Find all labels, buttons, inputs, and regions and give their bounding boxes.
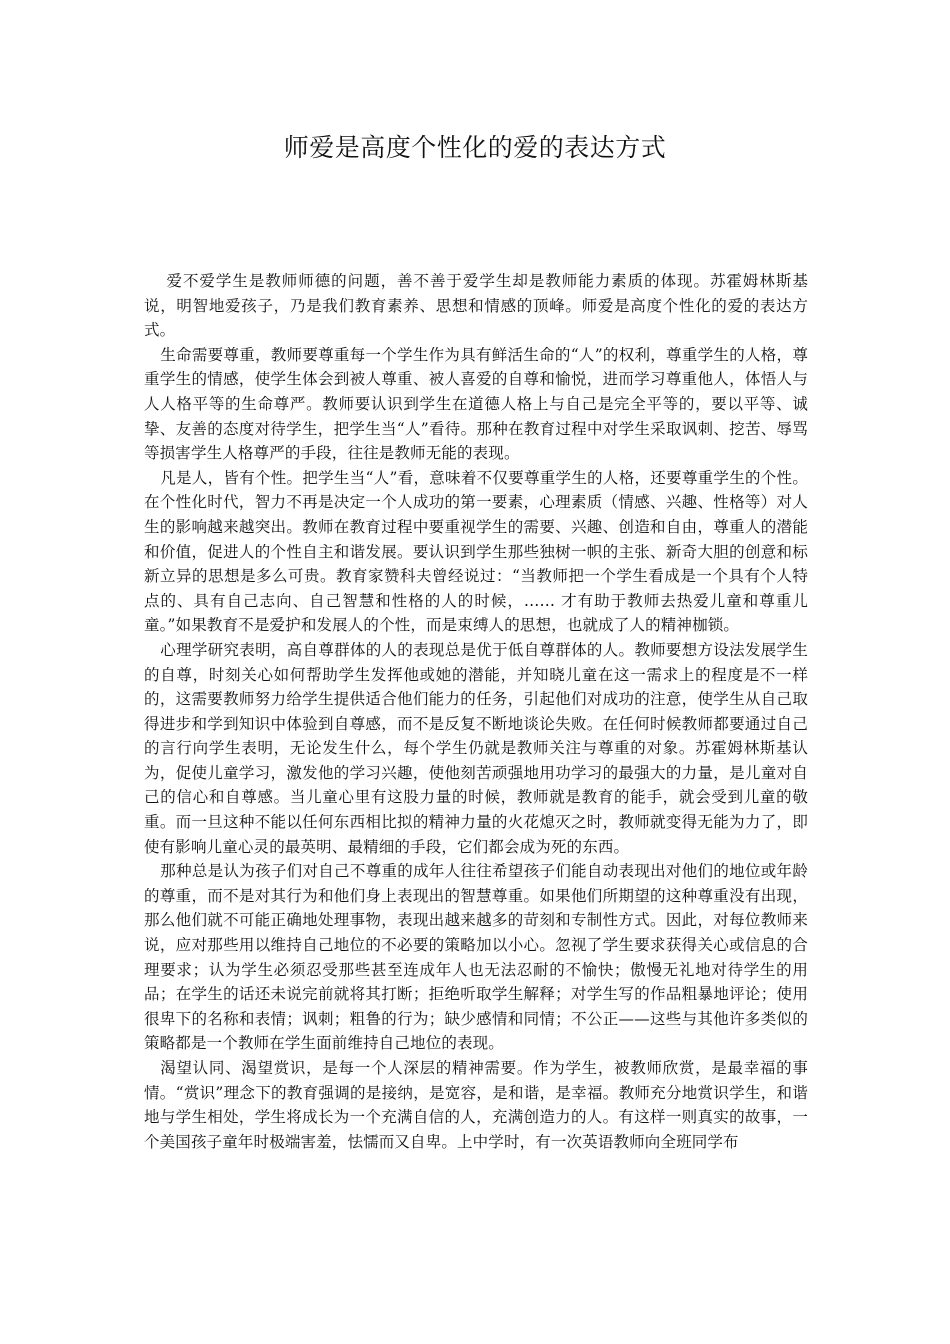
document-body [144, 269, 808, 1154]
paragraph-4: 心理学研究表明，高自尊群体的人的表现总是优于低自尊群体的人。教师要想方设法发展学生的自尊，时刻关心如何帮助学生发挥他或她的潜能，并知晓儿童在这一需求上的程度是不一样的，这需要教师努力给学生提供适合他们能力的任务，引起他们对成功的注意，使学生从自己取得进步和学到知识中体验到自尊感，而不是反复不断地谈论失败。在任何时候教师都要通过自己的言行向学生表明，无论发生什么，每个学生仍就是教师关注与尊重的对象。苏霍姆林斯基认为，促使儿童学习，激发他的学习兴趣，使他刻苦顽强地用功学习的最强大的力量，是儿童对自己的信心和自尊感。当儿童心里有这股力量的时候，教师就是教育的能手，就会受到儿童的敬重。而一旦这种不能以任何东西相比拟的精神力量的火花熄灭之时，教师就变得无能为力了，即使有影响儿童心灵的最英明、最精细的手段，它们都会成为死的东西。 [144, 640, 808, 856]
paragraph-1: 爱不爱学生是教师师德的问题，善不善于爱学生却是教师能力素质的体现。苏霍姆林斯基说，明智地爱孩子，乃是我们教育素养、思想和情感的顶峰。师爱是高度个性化的爱的表达方式。 [144, 272, 808, 340]
paragraph-3: 凡是人，皆有个性。把学生当“人”看，意味着不仅要尊重学生的人格，还要尊重学生的个性。在个性化时代，智力不再是决定一个人成功的第一要素，心理素质（情感、兴趣、性格等）对人生的影响越来越突出。教师在教育过程中要重视学生的需要、兴趣、创造和自由，尊重人的潜能和价值，促进人的个性自主和谐发展。要认识到学生那些独树一帜的主张、新奇大胆的创意和标新立异的思想是多么可贵。教育家赞科夫曾经说过：“当教师把一个学生看成是一个具有个人特点的、具有自己志向、自己智慧和性格的人的时候，…… 才有助于教师去热爱儿童和尊重儿童。”如果教育不是爱护和发展人的个性，而是束缚人的思想，也就成了人的精神枷锁。 [144, 468, 808, 635]
paragraph-5: 那种总是认为孩子们对自己不尊重的成年人往往希望孩子们能自动表现出对他们的地位或年龄的尊重，而不是对其行为和他们身上表现出的智慧尊重。如果他们所期望的这种尊重没有出现，那么他们就不可能正确地处理事物，表现出越来越多的苛刻和专制性方式。因此，对每位教师来说，应对那些用以维持自己地位的不必要的策略加以小心。忽视了学生要求获得关心或信息的合理要求；认为学生必须忍受那些甚至连成年人也无法忍耐的不愉快；傲慢无礼地对待学生的用品；在学生的话还未说完前就将其打断；拒绝听取学生解释；对学生写的作品粗暴地评论；使用很卑下的名称和表情；讽刺；粗鲁的行为；缺少感情和同情；不公正——这些与其他许多类似的策略都是一个教师在学生面前维持自己地位的表现。 [144, 862, 808, 1053]
paragraph-2: 生命需要尊重，教师要尊重每一个学生作为具有鲜活生命的“人”的权利，尊重学生的人格，尊重学生的情感，使学生体会到被人尊重、被人喜爱的自尊和愉悦，进而学习尊重他人，体悟人与人人格平等的生命尊严。教师要认识到学生在道德人格上与自己是完全平等的，要以平等、诚挚、友善的态度对待学生，把学生当“人”看待。那种在教育过程中对学生采取讽刺、挖苦、辱骂等损害学生人格尊严的手段，往往是教师无能的表现。 [144, 345, 808, 463]
paragraph-6: 渴望认同、渴望赏识，是每一个人深层的精神需要。作为学生，被教师欣赏，是最幸福的事情。“赏识”理念下的教育强调的是接纳，是宽容，是和谐，是幸福。教师充分地赏识学生，和谐地与学生相处，学生将成长为一个充满自信的人，充满创造力的人。有这样一则真实的故事，一个美国孩子童年时极端害羞，怯懦而又自卑。上中学时，有一次英语教师向全班同学布 [144, 1059, 808, 1151]
document-title: 师爱是高度个性化的爱的表达方式 [283, 133, 667, 162]
